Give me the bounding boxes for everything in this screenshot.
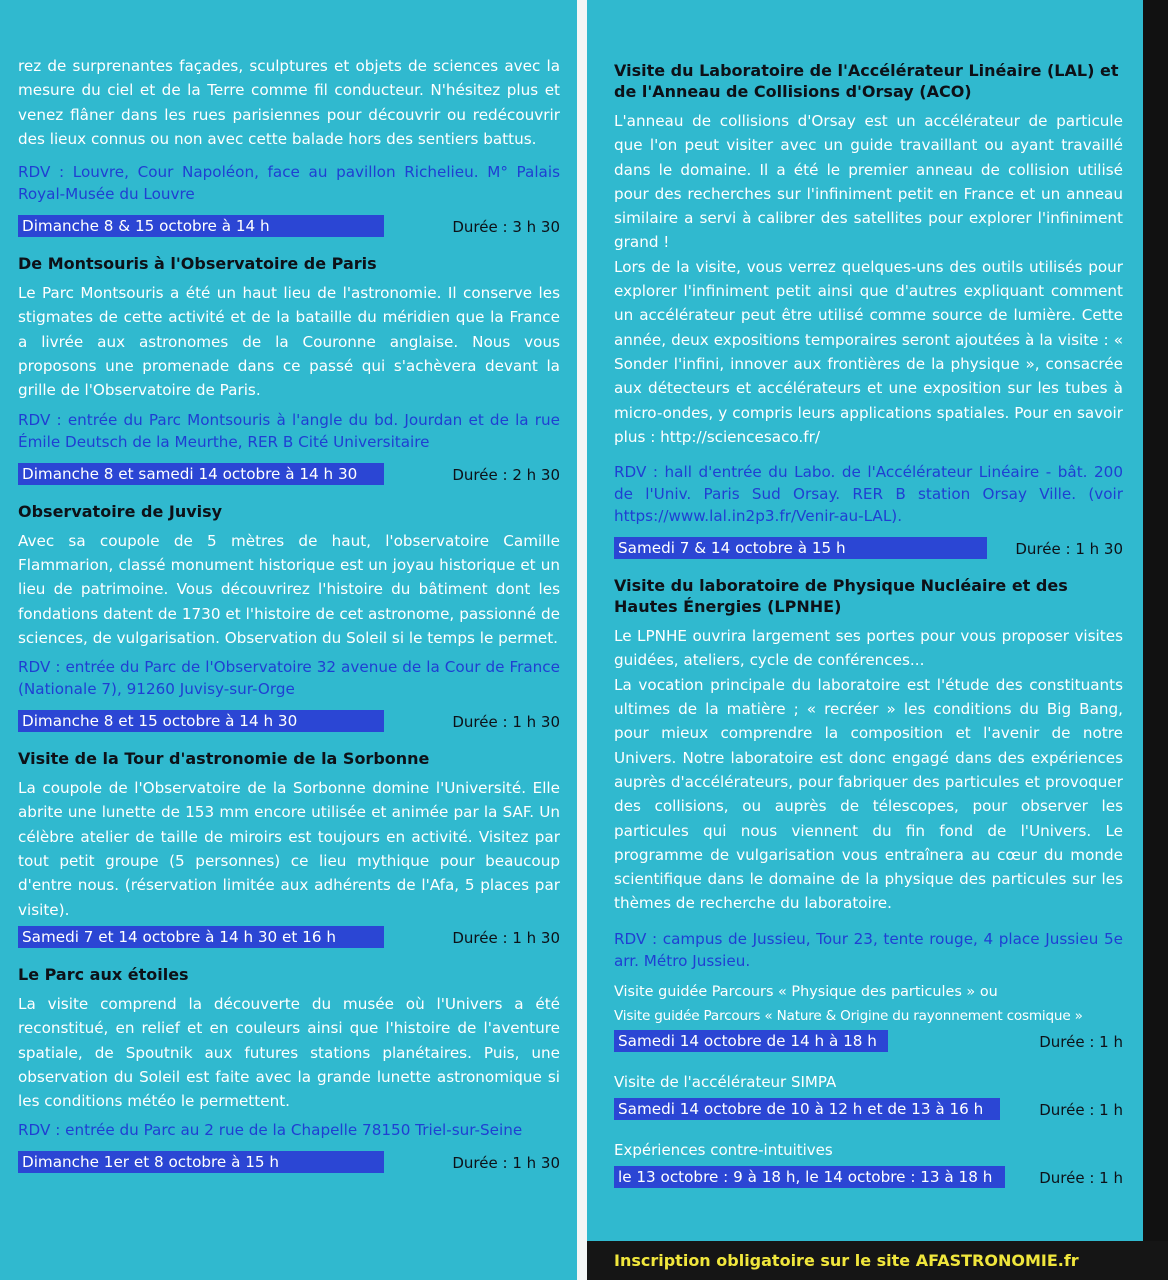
event-rdv: RDV : entrée du Parc au 2 rue de la Chapelle 78150 Triel-sur-Seine — [18, 1121, 523, 1140]
sub-visit-label: Visite de l'accélérateur SIMPA — [614, 1072, 837, 1091]
event-title: Visite du laboratoire de Physique Nucléaire et des Hautes Énergies (LPNHE) — [614, 576, 1068, 617]
left-column — [0, 0, 577, 1280]
sub-visit-schedule — [614, 1098, 1123, 1122]
event-title: Visite de la Tour d'astronomie de la Sorbonne — [18, 749, 430, 769]
sub-visit-schedule — [614, 1030, 1123, 1054]
event-duration: Durée : 2 h 30 — [452, 465, 560, 484]
event-duration: Durée : 1 h 30 — [1015, 540, 1123, 559]
sub-visit-date: Samedi 14 octobre de 10 à 12 h et de 13 à 16 h — [614, 1098, 1000, 1120]
page-edge — [1143, 0, 1168, 1280]
event-date: Samedi 7 & 14 octobre à 15 h — [614, 537, 987, 559]
sub-visit-schedule — [614, 1166, 1123, 1190]
event-lpnhe — [614, 575, 1123, 1190]
event-date: Dimanche 1er et 8 octobre à 15 h — [18, 1151, 384, 1173]
event-date: Dimanche 8 & 15 octobre à 14 h — [18, 215, 384, 237]
event-description: Avec sa coupole de 5 mètres de haut, l'observatoire Camille Flammarion, classé monument historique est un joyau historique et un lieu de patrimoine. Vous découvrirez l'histoire du bâtiment dont les fondations datent de 1730 et l'histoire de cet astronome, passionné de sciences, de vulgarisation. Observation du Soleil si le temps le permet. — [18, 531, 560, 647]
event-schedule — [18, 710, 560, 734]
sub-visit-date: le 13 octobre : 9 à 18 h, le 14 octobre : 13 à 18 h — [614, 1166, 1005, 1188]
event-juvisy — [18, 501, 560, 734]
right-column — [587, 0, 1143, 1280]
event-schedule — [614, 537, 1123, 561]
event-montsouris — [18, 253, 560, 486]
event-schedule — [18, 215, 560, 239]
event-duration: Durée : 1 h 30 — [452, 713, 560, 732]
sub-visit-duration: Durée : 1 h — [1039, 1032, 1123, 1051]
event-sorbonne — [18, 748, 560, 950]
sub-visit-label: Visite guidée Parcours « Physique des particules » ou — [614, 983, 998, 1000]
event-description: Le LPNHE ouvrira largement ses portes pour vous proposer visites guidées, ateliers, cycle de conférences... — [614, 627, 1123, 670]
event-description: Le Parc Montsouris a été un haut lieu de l'astronomie. Il conserve les stigmates de cette activité et de la bataille du méridien que la France a livrée aux astronomes de la Couronne anglaise. Nous vous proposons une promenade dans ce passé qui s'achèvera devant la grille de l'Observatoire de Paris. — [18, 284, 560, 400]
event-description-2: Lors de la visite, vous verrez quelques-uns des outils utilisés pour explorer l'infiniment petit ainsi que d'autres expliquant comment un accélérateur peut être utilisé comme source de lumière. Cette année, deux expositions temporaires seront ajoutées à la visite : « Sonder l'infini, innover aux frontières de la physique », consacrée aux détecteurs et accélérateurs et une exposition sur les tubes à micro-ondes, y compris leurs applications spatiales. Pour en savoir plus : http://sciencesaco.fr/ — [614, 257, 1123, 446]
sub-visit-label: Expériences contre-intuitives — [614, 1140, 833, 1159]
event-duration: Durée : 1 h 30 — [452, 1154, 560, 1173]
event-rdv: RDV : entrée du Parc Montsouris à l'angle du bd. Jourdan et de la rue Émile Deutsch de la Meurthe, RER B Cité Universitaire — [18, 410, 560, 451]
sub-visit-duration: Durée : 1 h — [1039, 1168, 1123, 1187]
event-rdv: RDV : campus de Jussieu, Tour 23, tente rouge, 4 place Jussieu 5e arr. Métro Jussieu. — [614, 929, 1123, 970]
event-title: Le Parc aux étoiles — [18, 964, 189, 984]
registration-footer: Inscription obligatoire sur le site AFASTRONOMIE.fr — [587, 1241, 1168, 1280]
sub-visit-date: Samedi 14 octobre de 14 h à 18 h — [614, 1030, 888, 1052]
event-title: De Montsouris à l'Observatoire de Paris — [18, 254, 377, 274]
event-description-2: La vocation principale du laboratoire est l'étude des constituants ultimes de la matière ; « recréer » les conditions du Big Bang, pour mieux comprendre la composition et l'avenir de notre Univers. Notre laboratoire est donc engagé dans des expériences auprès d'accélérateurs, pour fabriquer des particules et provoquer des collisions, ou auprès de télescopes, pour observer les particules qui nous viennent du fin fond de l'Univers. Le programme de vulgarisation vous entraînera au cœur du monde scientifique dans le domaine de la physique des particules sur les thèmes de recherche du laboratoire. — [614, 675, 1123, 913]
sub-visit-label-2: Visite guidée Parcours « Nature & Origine du rayonnement cosmique » — [614, 1007, 1083, 1024]
page-fold — [577, 0, 587, 1280]
event-parc-etoiles — [18, 964, 560, 1175]
event-date: Dimanche 8 et samedi 14 octobre à 14 h 30 — [18, 463, 384, 485]
event-date: Dimanche 8 et 15 octobre à 14 h 30 — [18, 710, 384, 732]
event-duration: Durée : 1 h 30 — [452, 928, 560, 947]
event-title: Observatoire de Juvisy — [18, 501, 223, 521]
sub-visit-duration: Durée : 1 h — [1039, 1100, 1123, 1119]
intro-walk-event — [18, 54, 560, 239]
event-description: L'anneau de collisions d'Orsay est un accélérateur de particule que l'on peut visiter avec un guide travaillant ou ayant travaillé dans le domaine. Il a été le premier anneau de collision utilisé pour des recherches sur l'infiniment petit en France et un anneau similaire a servi à calibrer des satellites pour explorer l'infiniment grand ! — [614, 112, 1123, 252]
event-schedule — [18, 1151, 560, 1175]
event-lal — [614, 60, 1123, 561]
event-date: Samedi 7 et 14 octobre à 14 h 30 et 16 h — [18, 926, 384, 948]
event-schedule — [18, 926, 560, 950]
event-rdv: RDV : Louvre, Cour Napoléon, face au pavillon Richelieu. M° Palais Royal-Musée du Louvre — [18, 163, 560, 204]
event-description: La visite comprend la découverte du musée où l'Univers a été reconstitué, en relief et en couleurs ainsi que l'histoire de l'aventure spatiale, de Spoutnik aux futures stations planétaires. Puis, une observation du Soleil est faite avec la grande lunette astronomique si les conditions météo le permettent. — [18, 994, 560, 1111]
event-description: La coupole de l'Observatoire de la Sorbonne domine l'Université. Elle abrite une lunette de 153 mm encore utilisée et animée par la SAF. Un célèbre atelier de taille de miroirs est toujours en activité. Visitez par tout petit groupe (5 personnes) ce lieu mythique pour beaucoup d'entre nous. (réservation limitée aux adhérents de l'Afa, 5 places par visite). — [18, 779, 560, 919]
event-rdv: RDV : hall d'entrée du Labo. de l'Accélérateur Linéaire - bât. 200 de l'Univ. Paris Sud Orsay. RER B station Orsay Ville. (voir https://www.lal.in2p3.fr/Venir-au-LAL). — [614, 463, 1123, 526]
event-schedule — [18, 463, 560, 487]
event-description: rez de surprenantes façades, sculptures et objets de sciences avec la mesure du ciel et de la Terre comme fil conducteur. N'hésitez plus et venez flâner dans les rues parisiennes pour découvrir ou redécouvrir des lieux connus ou non avec cette balade hors des sentiers battus. — [18, 57, 560, 148]
event-duration: Durée : 3 h 30 — [452, 218, 560, 237]
event-rdv: RDV : entrée du Parc de l'Observatoire 32 avenue de la Cour de France (Nationale 7), 91260 Juvisy-sur-Orge — [18, 658, 560, 699]
event-title: Visite du Laboratoire de l'Accélérateur Linéaire (LAL) et de l'Anneau de Collisions d'Orsay (ACO) — [614, 61, 1119, 101]
